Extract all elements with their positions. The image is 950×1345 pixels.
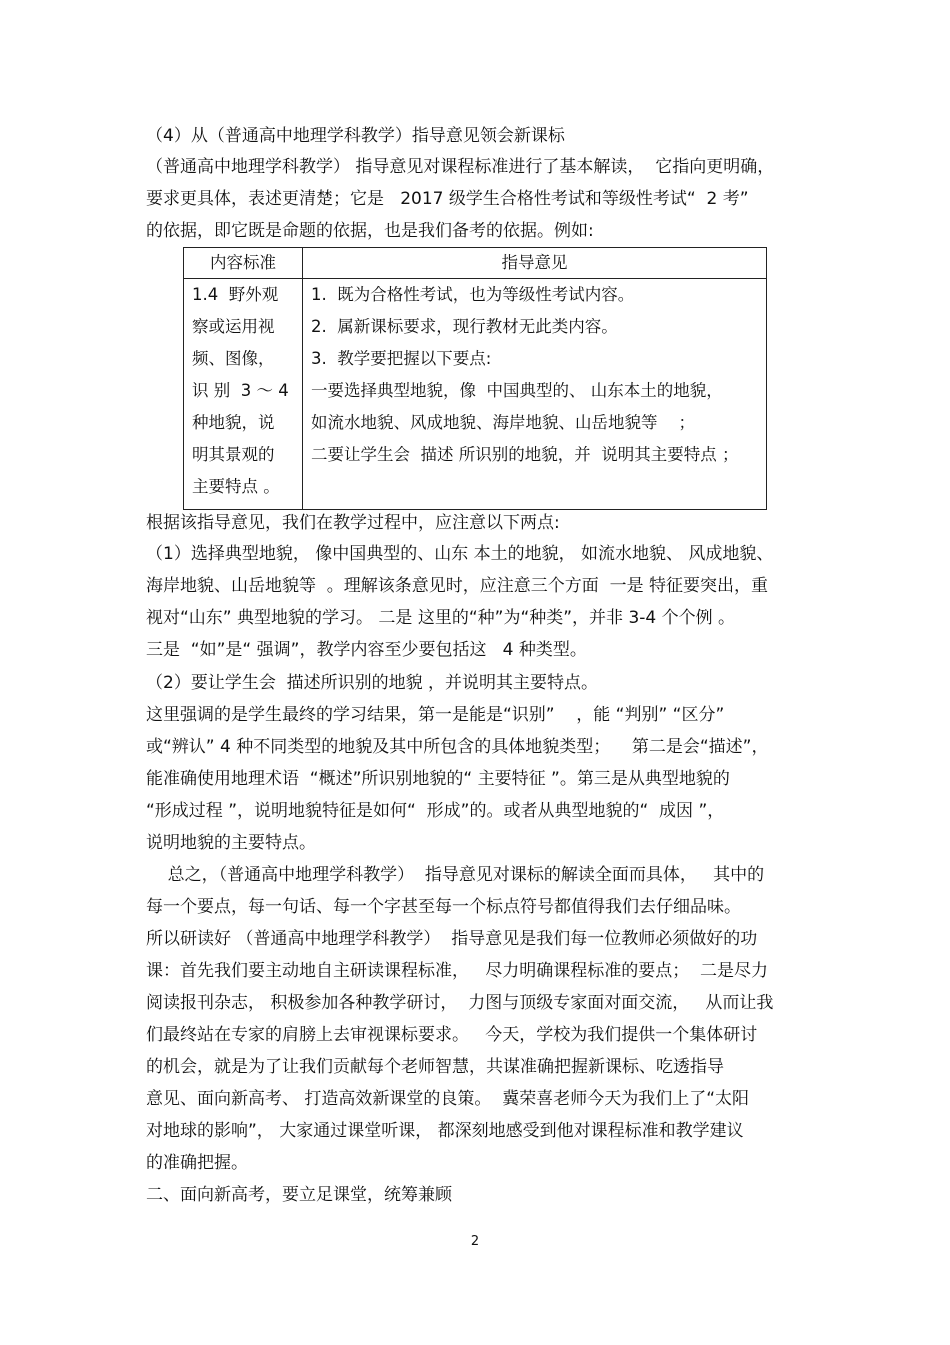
standards-guidance-table	[183, 247, 767, 510]
paragraph-line: 意见、面向新高考、 打造高效新课堂的良策。 冀荣喜老师今天为我们上了“太阳	[146, 1089, 750, 1109]
paragraph-line: 的准确把握。	[146, 1153, 248, 1173]
paragraph-line: 对地球的影响”， 大家通过课堂听课， 都深刻地感受到他对课程标准和教学建议	[146, 1121, 744, 1141]
paragraph-line: 或“辨认” 4 种不同类型的地貌及其中所包含的具体地貌类型； 第二是会“描述”，	[146, 737, 769, 757]
paragraph-line: 三是 “如”是“ 强调”，教学内容至少要包括这 4 种类型。	[146, 640, 587, 660]
table-header-standard: 内容标准	[184, 248, 303, 279]
table-cell-standard	[184, 279, 303, 510]
paragraph-line: 们最终站在专家的肩膀上去审视课标要求。 今天，学校为我们提供一个集体研讨	[146, 1025, 758, 1045]
cell-line: 种地貌，说	[192, 413, 275, 432]
paragraph-line: 课：首先我们要主动地自主研读课程标准， 尽力明确课程标准的要点； 二是尽力	[146, 961, 769, 981]
paragraph-line: 的机会，就是为了让我们贡献每个老师智慧，共谋准确把握新课标、吃透指导	[146, 1057, 724, 1077]
paragraph-line: “形成过程 ”，说明地貌特征是如何“ 形成”的。或者从典型地貌的“ 成因 ”，	[146, 801, 725, 821]
paragraph-line: 视对“山东” 典型地貌的学习。 二是 这里的“种”为“种类”，并非 3-4 个个例 。	[146, 608, 736, 628]
cell-line: 2. 属新课标要求，现行教材无此类内容。	[311, 317, 618, 336]
cell-line: 主要特点 。	[192, 477, 280, 496]
paragraph-line: 所以研读好 （普通高中地理学科教学） 指导意见是我们每一位教师必须做好的功	[146, 929, 758, 949]
cell-line: 察或运用视	[192, 317, 275, 336]
section-heading: （4）从（普通高中地理学科教学）指导意见领会新课标	[146, 126, 565, 146]
paragraph-line: （1）选择典型地貌， 像中国典型的、山东 本土的地貌， 如流水地貌、 风成地貌、	[146, 544, 774, 564]
table-header-row	[184, 248, 767, 279]
paragraph-line: 这里强调的是学生最终的学习结果，第一是能是“识别” ，能 “判别” “区分”	[146, 705, 725, 725]
paragraph-line: （2）要让学生会 描述所识别的地貌 ，并说明其主要特点。	[146, 673, 599, 693]
cell-line: 1. 既为合格性考试，也为等级性考试内容。	[311, 285, 635, 304]
paragraph-line: 每一个要点，每一句话、每一个字甚至每一个标点符号都值得我们去仔细品味。	[146, 897, 741, 917]
paragraph-line: 要求更具体，表述更清楚；它是 2017 级学生合格性考试和等级性考试“ 2 考”	[146, 189, 749, 209]
paragraph-line: 总之，（普通高中地理学科教学） 指导意见对课标的解读全面而具体， 其中的	[146, 865, 765, 885]
paragraph-line: 说明地貌的主要特点。	[146, 833, 316, 853]
section-heading: 二、面向新高考，要立足课堂，统筹兼顾	[146, 1185, 452, 1205]
page-number: 2	[470, 1234, 480, 1249]
cell-line: 明其景观的	[192, 445, 275, 464]
cell-line: 3. 教学要把握以下要点:	[311, 349, 492, 368]
paragraph-line: 阅读报刊杂志， 积极参加各种教学研讨， 力图与顶级专家面对面交流， 从而让我	[146, 993, 774, 1013]
paragraph-line: 根据该指导意见，我们在教学过程中，应注意以下两点:	[146, 513, 560, 533]
cell-line: 如流水地貌、风成地貌、海岸地貌、山岳地貌等 ；	[311, 413, 695, 432]
table-cell-guidance	[303, 279, 767, 510]
cell-line: 频、图像，	[192, 349, 275, 368]
paragraph-line: （普通高中地理学科教学） 指导意见对课程标准进行了基本解读， 它指向更明确，	[146, 157, 775, 177]
cell-line: 1.4 野外观	[192, 285, 279, 304]
cell-line: 一要选择典型地貌，像 中国典型的、 山东本土的地貌，	[311, 381, 723, 400]
paragraph-line: 能准确使用地理术语 “概述”所识别地貌的“ 主要特征 ”。第三是从典型地貌的	[146, 769, 730, 789]
paragraph-line: 海岸地貌、山岳地貌等 。理解该条意见时，应注意三个方面 一是 特征要突出，重	[146, 576, 769, 596]
cell-line: 识 别 3 ～ 4	[192, 381, 289, 400]
table-row	[184, 279, 767, 510]
paragraph-line: 的依据，即它既是命题的依据，也是我们备考的依据。例如:	[146, 221, 594, 241]
table-header-guidance: 指导意见	[303, 248, 767, 279]
cell-line: 二要让学生会 描述 所识别的地貌，并 说明其主要特点 ；	[311, 445, 739, 464]
